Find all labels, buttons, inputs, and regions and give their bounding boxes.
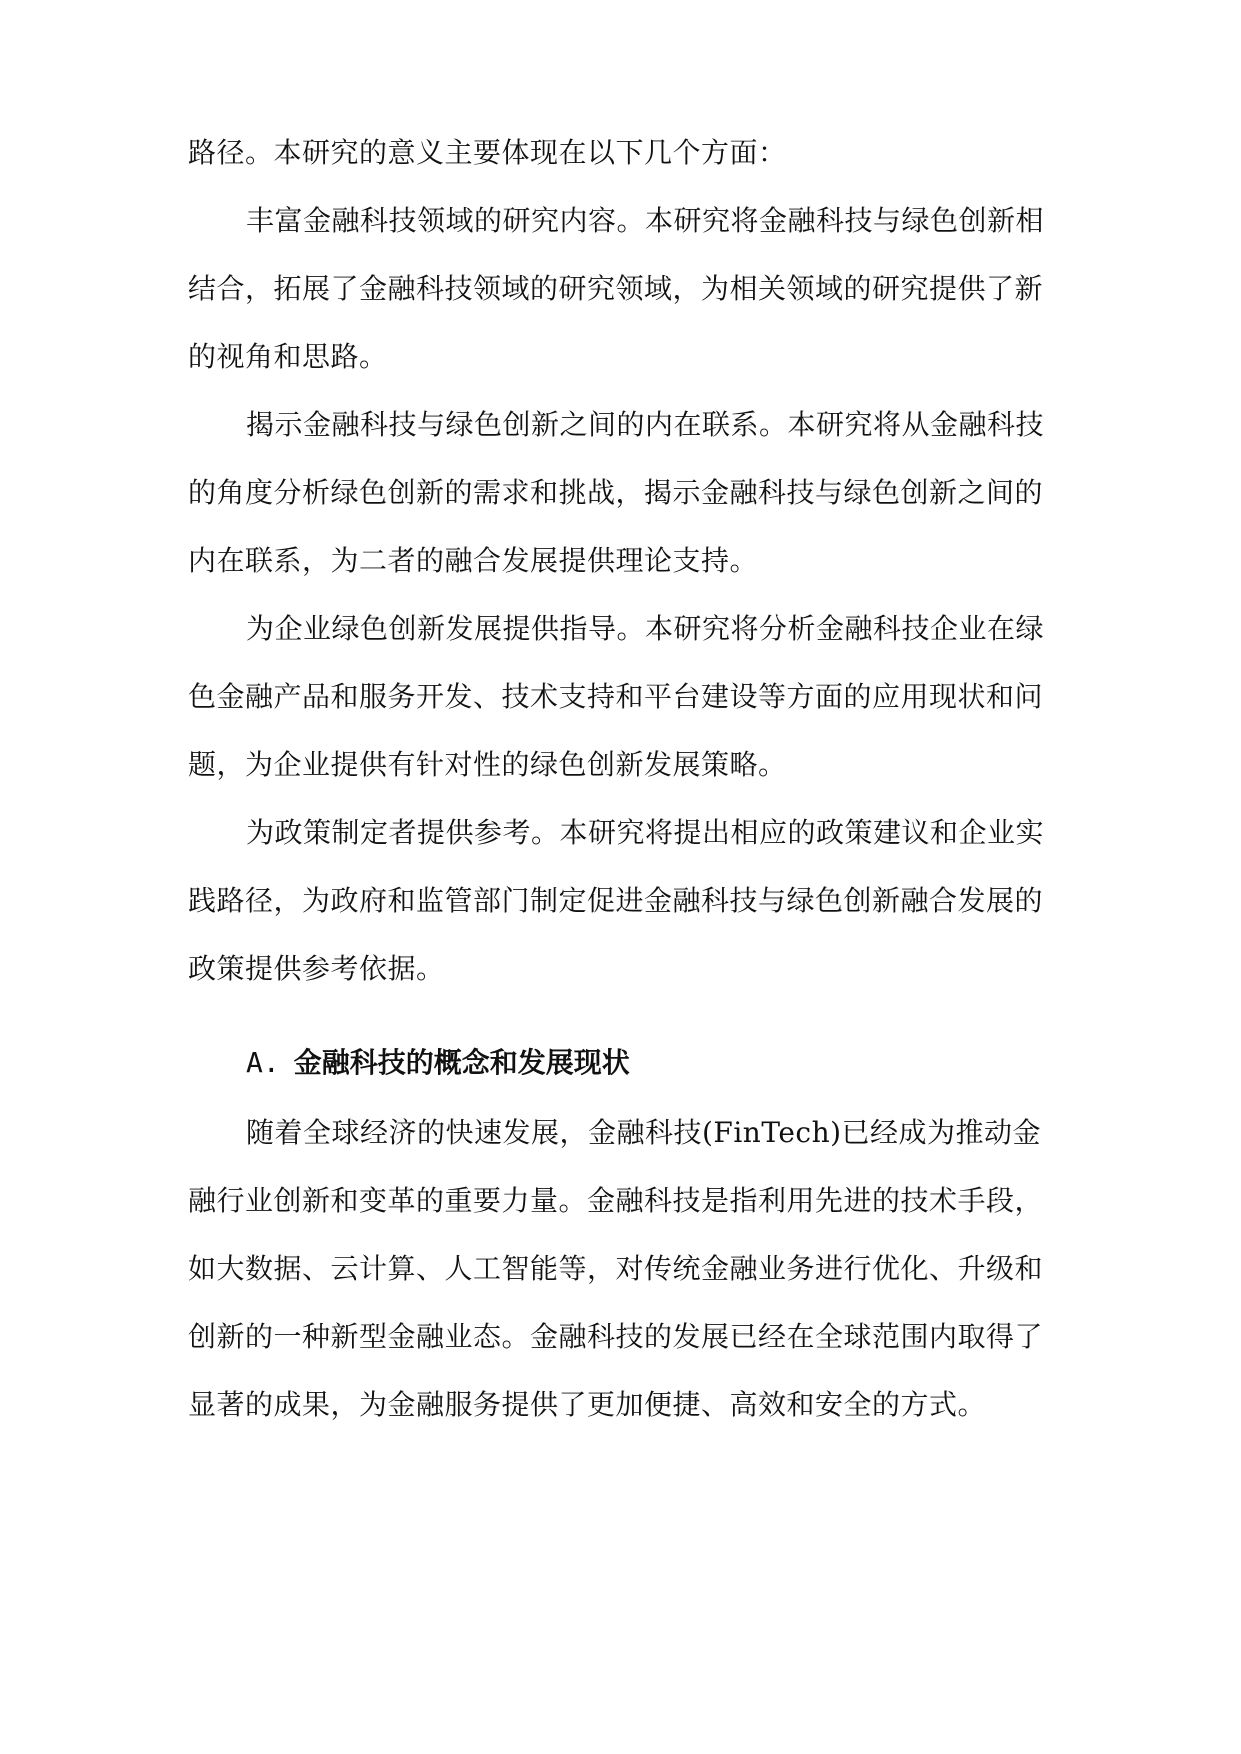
paragraph-line: 路径。本研究的意义主要体现在以下几个方面： [188, 136, 787, 169]
paragraph-line: 践路径，为政府和监管部门制定促进金融科技与绿色创新融合发展的 [188, 884, 1044, 917]
paragraph-line: 随着全球经济的快速发展，金融科技(FinTech)已经成为推动金 [246, 1116, 1042, 1149]
paragraph-line: 的角度分析绿色创新的需求和挑战，揭示金融科技与绿色创新之间的 [188, 476, 1044, 509]
paragraph-line: 为政策制定者提供参考。本研究将提出相应的政策建议和企业实 [246, 816, 1045, 849]
section-heading-marker: A. [246, 1046, 280, 1079]
paragraph-line: 的视角和思路。 [188, 340, 388, 373]
paragraph-line: 题，为企业提供有针对性的绿色创新发展策略。 [188, 748, 787, 781]
section-heading [246, 1043, 630, 1083]
paragraph-line: 如大数据、云计算、人工智能等，对传统金融业务进行优化、升级和 [188, 1252, 1044, 1285]
paragraph-line: 揭示金融科技与绿色创新之间的内在联系。本研究将从金融科技 [246, 408, 1045, 441]
section-heading-title: 金融科技的概念和发展现状 [293, 1046, 630, 1079]
paragraph-line: 丰富金融科技领域的研究内容。本研究将金融科技与绿色创新相 [246, 204, 1045, 237]
paragraph-line: 结合，拓展了金融科技领域的研究领域，为相关领域的研究提供了新 [188, 272, 1044, 305]
paragraph-line: 为企业绿色创新发展提供指导。本研究将分析金融科技企业在绿 [246, 612, 1045, 645]
paragraph-line: 内在联系，为二者的融合发展提供理论支持。 [188, 544, 759, 577]
paragraph-line: 融行业创新和变革的重要力量。金融科技是指利用先进的技术手段， [188, 1184, 1044, 1217]
paragraph-line: 色金融产品和服务开发、技术支持和平台建设等方面的应用现状和问 [188, 680, 1044, 713]
paragraph-line: 政策提供参考依据。 [188, 952, 445, 985]
paragraph-line: 创新的一种新型金融业态。金融科技的发展已经在全球范围内取得了 [188, 1320, 1044, 1353]
paragraph-line: 显著的成果，为金融服务提供了更加便捷、高效和安全的方式。 [188, 1388, 987, 1421]
